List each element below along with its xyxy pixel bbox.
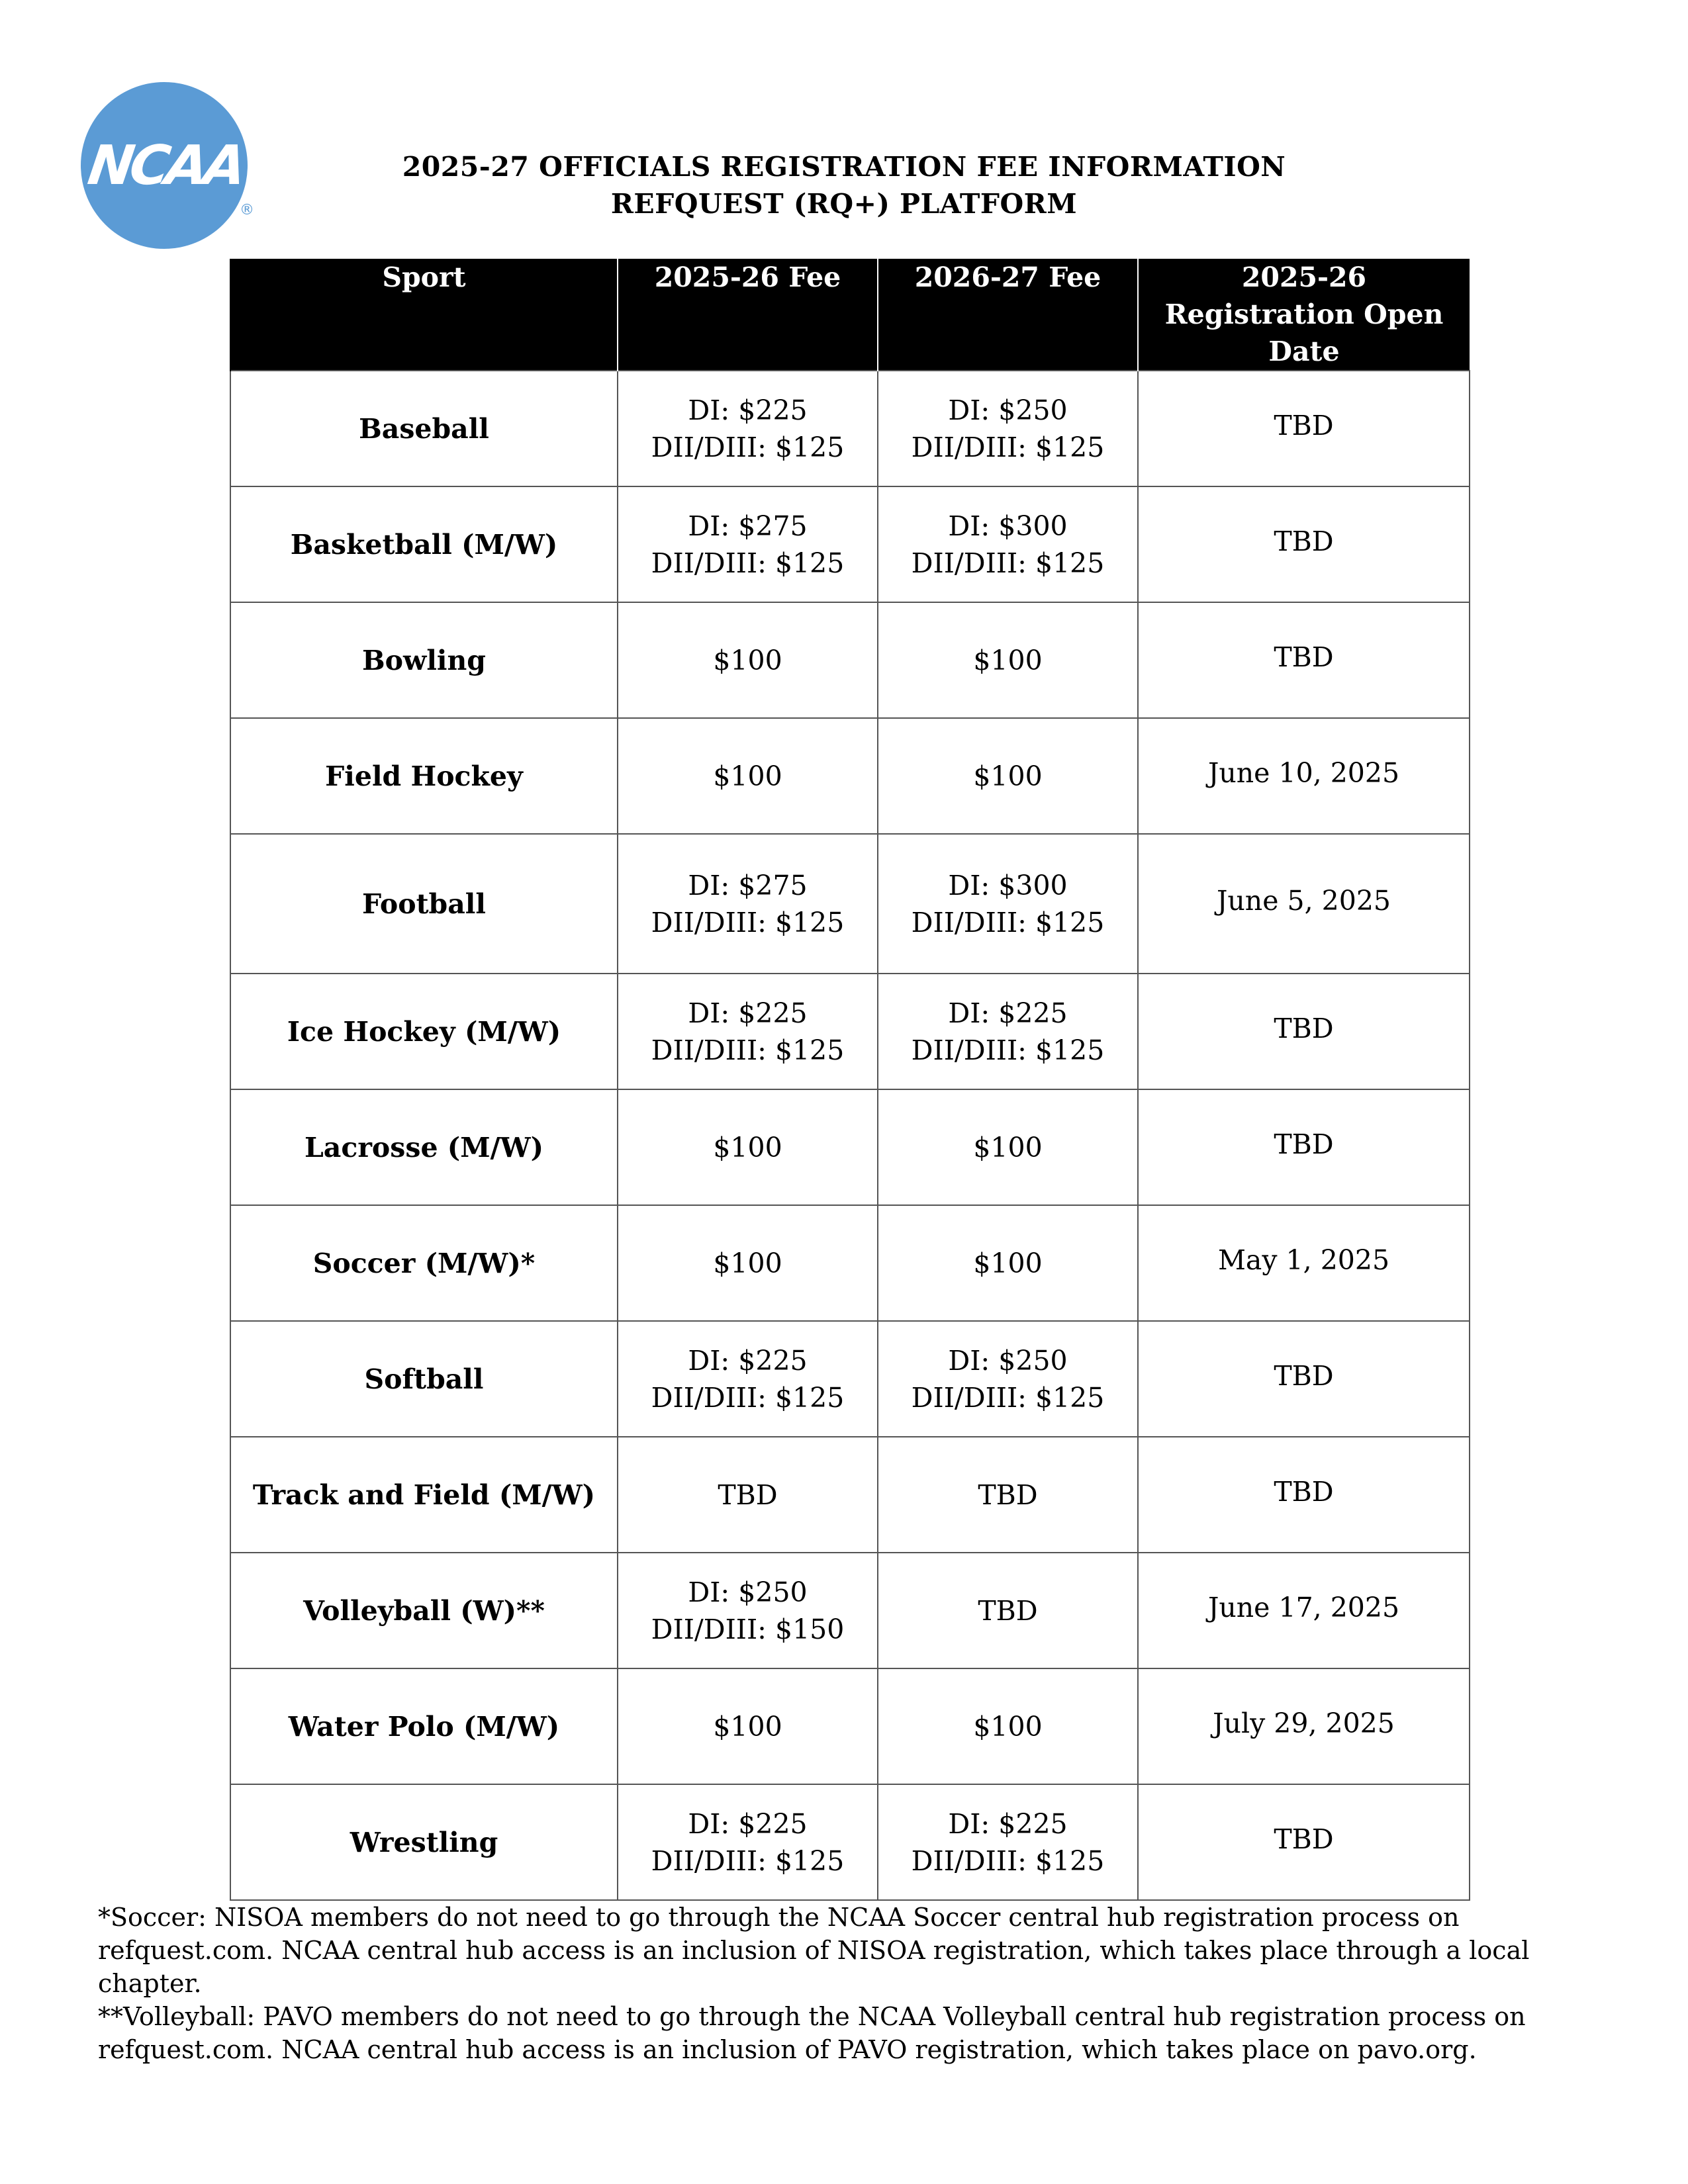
cell-fee-2026-27 — [878, 718, 1138, 834]
fee-table — [230, 259, 1470, 1901]
cell-sport: Soccer (M/W)* — [230, 1205, 618, 1321]
fee-line: $100 — [713, 1131, 782, 1163]
cell-fee-2026-27 — [878, 486, 1138, 602]
cell-open-date: TBD — [1138, 974, 1470, 1089]
fee-line: DI: $250 — [688, 1576, 808, 1608]
cell-fee-2025-26 — [618, 602, 878, 718]
cell-fee-2026-27 — [878, 371, 1138, 486]
column-header-fee-2025-26: 2025-26 Fee — [618, 259, 878, 371]
cell-fee-2025-26 — [618, 1784, 878, 1900]
table-row — [230, 1205, 1470, 1321]
cell-open-date: June 17, 2025 — [1138, 1553, 1470, 1668]
fee-line: DI: $225 — [948, 997, 1068, 1029]
fee-line: DII/DIII: $125 — [651, 1844, 845, 1877]
fee-line: DI: $275 — [688, 869, 808, 901]
table-row — [230, 1553, 1470, 1668]
cell-fee-2026-27 — [878, 1668, 1138, 1784]
cell-open-date: TBD — [1138, 1437, 1470, 1553]
cell-open-date: July 29, 2025 — [1138, 1668, 1470, 1784]
fee-line: $100 — [713, 1710, 782, 1743]
fee-line: DI: $225 — [688, 394, 808, 426]
cell-open-date: TBD — [1138, 602, 1470, 718]
fee-line: DII/DIII: $150 — [651, 1613, 845, 1645]
cell-open-date: TBD — [1138, 486, 1470, 602]
registered-mark: ® — [240, 202, 254, 218]
cell-sport: Wrestling — [230, 1784, 618, 1900]
table-row — [230, 974, 1470, 1089]
fee-line: DI: $225 — [948, 1807, 1068, 1840]
cell-fee-2026-27 — [878, 1205, 1138, 1321]
logo-text: NCAA — [84, 134, 247, 197]
fee-line: DII/DIII: $125 — [911, 1381, 1105, 1414]
cell-fee-2025-26 — [618, 1437, 878, 1553]
cell-sport: Softball — [230, 1321, 618, 1437]
fee-line: DII/DIII: $125 — [651, 906, 845, 938]
fee-line: DI: $300 — [948, 510, 1068, 542]
cell-fee-2025-26 — [618, 834, 878, 974]
cell-open-date: June 5, 2025 — [1138, 834, 1470, 974]
table-row — [230, 718, 1470, 834]
table-row — [230, 1089, 1470, 1205]
fee-line: DI: $250 — [948, 394, 1068, 426]
cell-fee-2025-26 — [618, 1089, 878, 1205]
fee-line: DII/DIII: $125 — [911, 431, 1105, 463]
column-header-fee-2026-27: 2026-27 Fee — [878, 259, 1138, 371]
cell-fee-2026-27 — [878, 834, 1138, 974]
fee-line: DII/DIII: $125 — [651, 1034, 845, 1066]
footnote-volleyball: **Volleyball: PAVO members do not need to go through the NCAA Volleyball central hub registration process on refquest.com. NCAA central hub access is an inclusion of PAVO registration, which takes place on pavo.org. — [98, 2002, 1526, 2064]
fee-line: $100 — [973, 1710, 1043, 1743]
table-row — [230, 371, 1470, 486]
table-row — [230, 1321, 1470, 1437]
cell-sport: Baseball — [230, 371, 618, 486]
cell-fee-2025-26 — [618, 486, 878, 602]
cell-fee-2026-27 — [878, 974, 1138, 1089]
page-subtitle: REFQUEST (RQ+) PLATFORM — [610, 188, 1078, 220]
fee-line: $100 — [973, 644, 1043, 676]
fee-line: $100 — [973, 1131, 1043, 1163]
fee-line: DI: $225 — [688, 1807, 808, 1840]
page-title: 2025-27 OFFICIALS REGISTRATION FEE INFORMATION — [402, 151, 1286, 183]
cell-fee-2026-27 — [878, 1321, 1138, 1437]
fee-line: TBD — [718, 1479, 778, 1511]
fee-line: $100 — [713, 1247, 782, 1279]
fee-line: DII/DIII: $125 — [651, 431, 845, 463]
cell-fee-2025-26 — [618, 974, 878, 1089]
cell-sport: Football — [230, 834, 618, 974]
cell-open-date: TBD — [1138, 1321, 1470, 1437]
table-row — [230, 486, 1470, 602]
cell-sport: Track and Field (M/W) — [230, 1437, 618, 1553]
column-header-sport: Sport — [230, 259, 618, 371]
fee-line: DI: $275 — [688, 510, 808, 542]
fee-line: DII/DIII: $125 — [651, 547, 845, 579]
cell-fee-2025-26 — [618, 1668, 878, 1784]
table-row — [230, 1668, 1470, 1784]
cell-fee-2026-27 — [878, 1553, 1138, 1668]
cell-open-date: TBD — [1138, 1784, 1470, 1900]
fee-line: DII/DIII: $125 — [911, 1844, 1105, 1877]
cell-sport: Basketball (M/W) — [230, 486, 618, 602]
cell-fee-2025-26 — [618, 1321, 878, 1437]
cell-sport: Water Polo (M/W) — [230, 1668, 618, 1784]
fee-line: DII/DIII: $125 — [911, 1034, 1105, 1066]
cell-fee-2025-26 — [618, 1553, 878, 1668]
cell-fee-2025-26 — [618, 718, 878, 834]
fee-line: DI: $250 — [948, 1344, 1068, 1377]
cell-sport: Bowling — [230, 602, 618, 718]
fee-line: DI: $225 — [688, 997, 808, 1029]
fee-line: TBD — [978, 1479, 1038, 1511]
cell-fee-2025-26 — [618, 1205, 878, 1321]
cell-fee-2026-27 — [878, 1784, 1138, 1900]
cell-sport: Field Hockey — [230, 718, 618, 834]
fee-line: $100 — [713, 644, 782, 676]
fee-line: DII/DIII: $125 — [651, 1381, 845, 1414]
fee-line: $100 — [713, 760, 782, 792]
fee-line: DII/DIII: $125 — [911, 906, 1105, 938]
table-row — [230, 1437, 1470, 1553]
fee-line: $100 — [973, 1247, 1043, 1279]
cell-open-date: TBD — [1138, 1089, 1470, 1205]
table-row — [230, 1784, 1470, 1900]
cell-fee-2025-26 — [618, 371, 878, 486]
table-header-row — [230, 259, 1470, 371]
fee-line: DI: $225 — [688, 1344, 808, 1377]
footnote-soccer: *Soccer: NISOA members do not need to go through the NCAA Soccer central hub registration process on refquest.com. NCAA central hub access is an inclusion of NISOA registration, which takes place through a local chapter. — [98, 1903, 1530, 1998]
cell-sport: Volleyball (W)** — [230, 1553, 618, 1668]
table-row — [230, 602, 1470, 718]
cell-fee-2026-27 — [878, 1437, 1138, 1553]
fee-line: TBD — [978, 1594, 1038, 1627]
cell-open-date: June 10, 2025 — [1138, 718, 1470, 834]
cell-fee-2026-27 — [878, 602, 1138, 718]
fee-line: $100 — [973, 760, 1043, 792]
fee-line: DI: $300 — [948, 869, 1068, 901]
table-row — [230, 834, 1470, 974]
cell-fee-2026-27 — [878, 1089, 1138, 1205]
column-header-open-date: 2025-26 Registration Open Date — [1138, 259, 1470, 371]
cell-open-date: TBD — [1138, 371, 1470, 486]
fee-line: DII/DIII: $125 — [911, 547, 1105, 579]
cell-sport: Lacrosse (M/W) — [230, 1089, 618, 1205]
table-body — [230, 371, 1470, 1900]
cell-sport: Ice Hockey (M/W) — [230, 974, 618, 1089]
cell-open-date: May 1, 2025 — [1138, 1205, 1470, 1321]
